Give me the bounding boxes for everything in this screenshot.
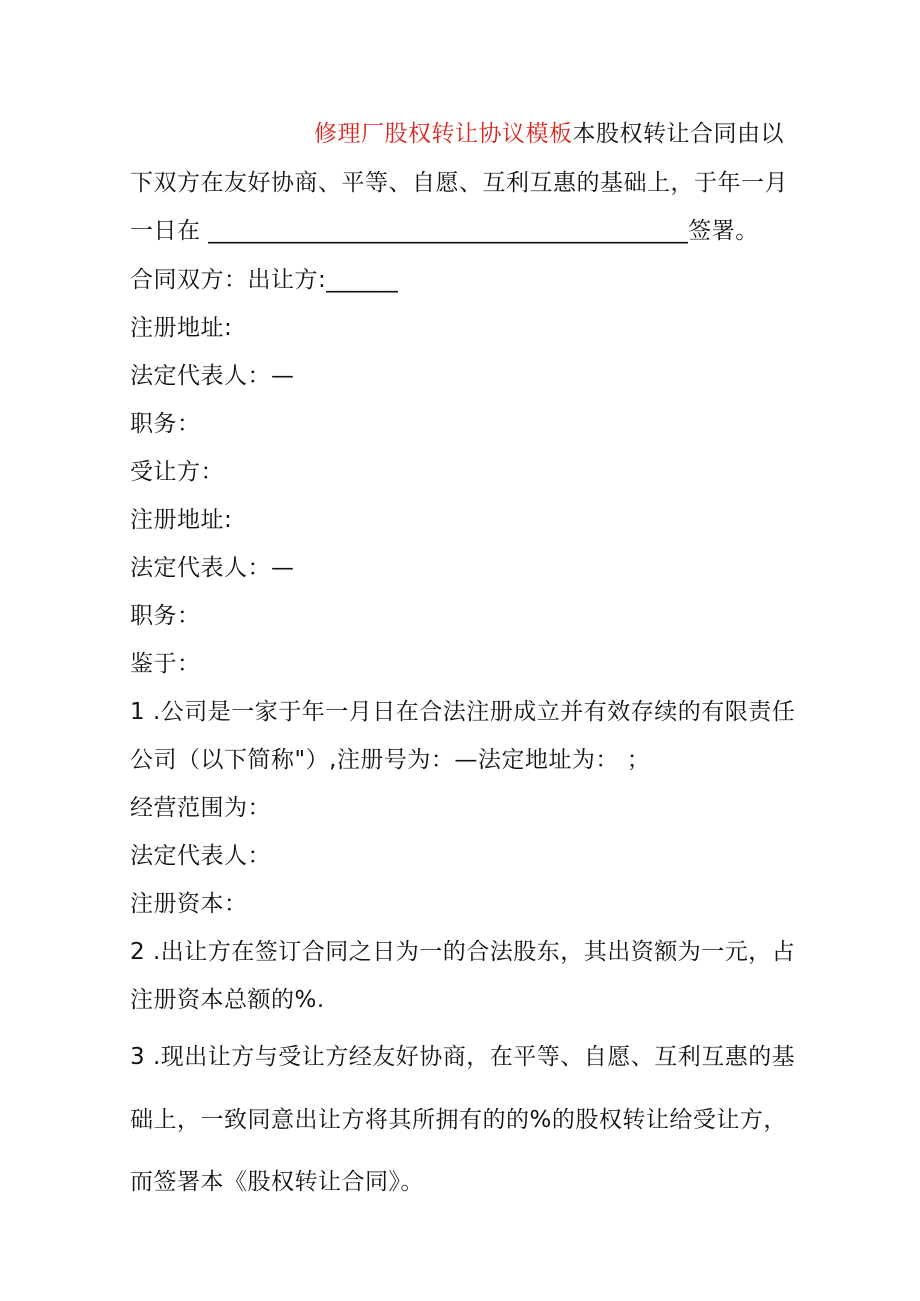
intro-text: 本股权转让合同由以 xyxy=(572,121,784,147)
item-3-line-2: 础上，一致同意出让方将其所拥有的的%的股权转让给受让方， xyxy=(130,1107,787,1133)
transferee-address: 注册地址: xyxy=(130,507,233,533)
item-1-line-2: 公司（以下简称"）,注册号为：—法定地址为： ； xyxy=(130,747,651,773)
transferee-representative: 法定代表人：— xyxy=(130,555,295,581)
transferor-representative: 法定代表人：— xyxy=(130,363,295,389)
intro-line-3: 一日在 ________________________________________签署。 xyxy=(130,218,759,244)
business-scope: 经营范围为： xyxy=(130,795,271,821)
document-title: 修理厂股权转让协议模板 xyxy=(314,121,573,147)
whereas-heading: 鉴于： xyxy=(130,651,201,677)
item-2-line-2: 注册资本总额的%. xyxy=(130,987,325,1013)
item-1-line-1: 1 .公司是一家于年一月日在合法注册成立并有效存续的有限责任 xyxy=(130,699,796,725)
item-2-line-1: 2 .出让方在签订合同之日为一的合法股东，其出资额为一元，占 xyxy=(130,939,796,965)
title-line xyxy=(314,119,784,149)
transferor-position: 职务： xyxy=(130,411,201,437)
legal-representative: 法定代表人： xyxy=(130,843,271,869)
intro-line-2: 下双方在友好协商、平等、自愿、互利互惠的基础上，于年一月 xyxy=(130,170,788,196)
transferee-label: 受让方： xyxy=(130,459,224,485)
registered-capital: 注册资本： xyxy=(130,891,248,917)
transferor-address: 注册地址: xyxy=(130,315,233,341)
party-heading: 合同双方：出让方:______ xyxy=(130,267,399,293)
item-3-line-1: 3 .现出让方与受让方经友好协商，在平等、自愿、互利互惠的基 xyxy=(130,1044,796,1070)
transferee-position: 职务： xyxy=(130,603,201,629)
item-3-line-3: 而签署本《股权转让合同》。 xyxy=(130,1169,424,1195)
